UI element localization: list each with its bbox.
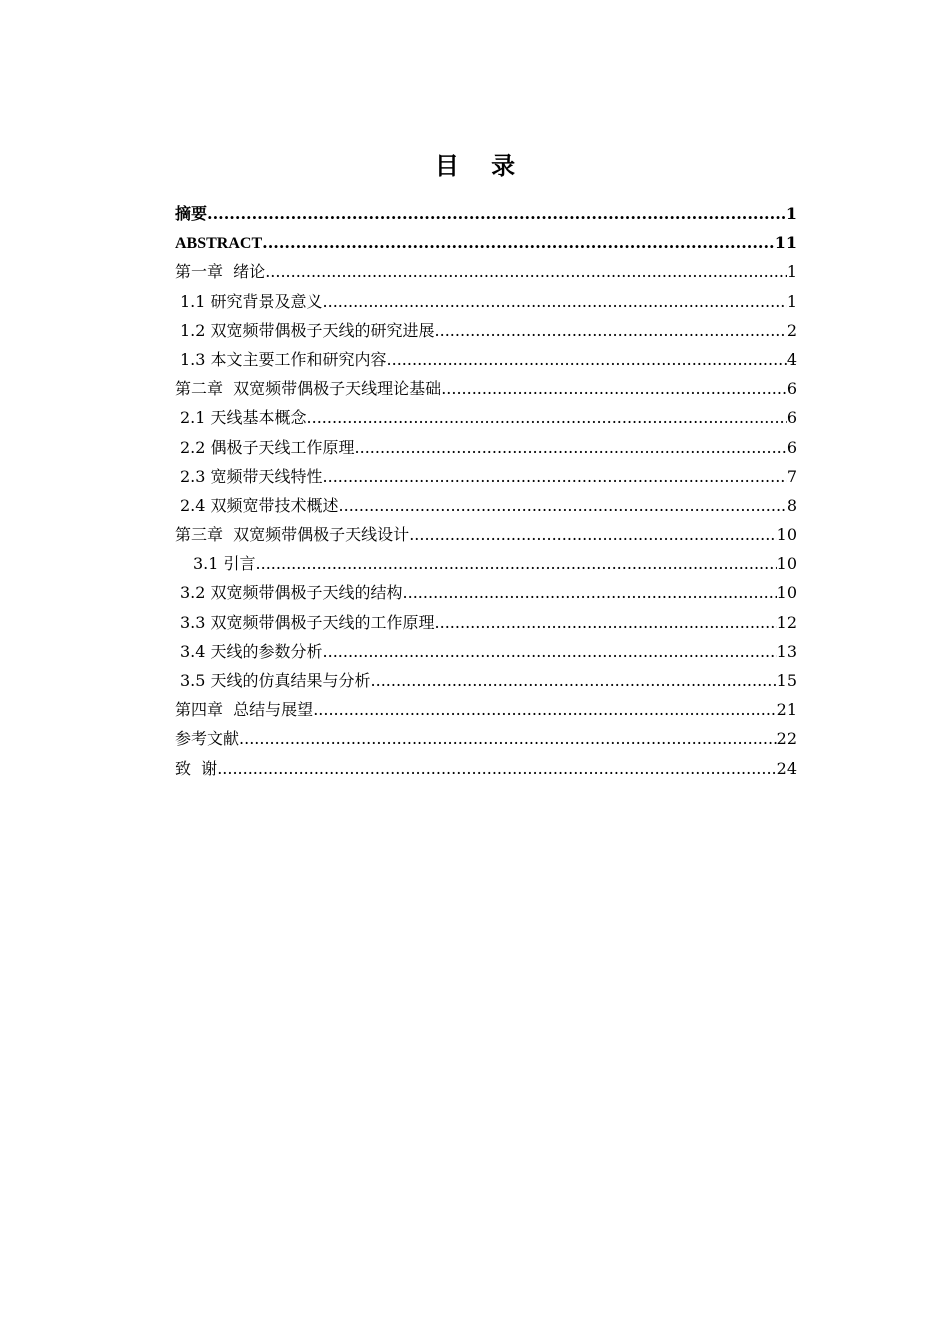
- toc-page-number: 21: [776, 700, 797, 720]
- toc-page-number: 12: [776, 612, 797, 632]
- toc-page-number: 1: [786, 262, 797, 282]
- toc-entry-chapter-4[interactable]: [175, 695, 797, 724]
- toc-page-number: 10: [776, 583, 797, 603]
- toc-entry-abstract-cn[interactable]: [175, 199, 797, 228]
- toc-entry-label: 2.4 双频宽带技术概述: [180, 495, 339, 515]
- toc-page-number: 1: [785, 204, 797, 223]
- toc-entry-label: 3.4 天线的参数分析: [180, 641, 323, 661]
- toc-entry-label: 2.1 天线基本概念: [180, 408, 307, 428]
- toc-entry-label: 摘要: [175, 204, 208, 223]
- toc-page-number: 6: [786, 379, 797, 399]
- toc-page-number: 6: [786, 408, 797, 428]
- toc-entry-section-1-1[interactable]: [175, 287, 797, 316]
- toc-page-number: 1: [786, 291, 797, 311]
- toc-entry-label: 1.3 本文主要工作和研究内容: [180, 349, 387, 369]
- toc-entry-section-2-3[interactable]: [175, 462, 797, 491]
- table-of-contents: [175, 199, 797, 783]
- toc-page-number: 24: [776, 758, 797, 778]
- toc-page-number: 22: [776, 729, 797, 749]
- dot-leader: [256, 549, 777, 578]
- toc-entry-section-3-4[interactable]: [175, 637, 797, 666]
- dot-leader: [313, 695, 776, 724]
- dot-leader: [435, 608, 777, 637]
- dot-leader: [403, 578, 777, 607]
- toc-page-number: 10: [776, 525, 797, 545]
- toc-page-number: 8: [786, 495, 797, 515]
- toc-entry-section-3-1[interactable]: [175, 549, 797, 578]
- toc-entry-section-1-2[interactable]: [175, 316, 797, 345]
- toc-entry-label: 第二章 双宽频带偶极子天线理论基础: [175, 379, 442, 399]
- toc-entry-chapter-1[interactable]: [175, 257, 797, 286]
- toc-page-number: 7: [786, 466, 797, 486]
- toc-entry-section-1-3[interactable]: [175, 345, 797, 374]
- toc-page-number: 15: [776, 671, 797, 690]
- toc-entry-chapter-2[interactable]: [175, 374, 797, 403]
- toc-entry-label: 致 谢: [175, 758, 218, 778]
- toc-entry-label: 参考文献: [175, 729, 240, 749]
- toc-page-number: 10: [776, 554, 797, 574]
- toc-entry-label: 1.2 双宽频带偶极子天线的研究进展: [180, 320, 435, 340]
- dot-leader: [217, 754, 776, 783]
- toc-page-number: 2: [786, 320, 797, 340]
- toc-entry-label: 3.2 双宽频带偶极子天线的结构: [180, 583, 403, 603]
- toc-entry-label: 2.3 宽频带天线特性: [180, 466, 323, 486]
- toc-entry-label: 2.2 偶极子天线工作原理: [180, 437, 355, 457]
- dot-leader: [435, 316, 787, 345]
- toc-entry-label: 第一章 绪论: [175, 262, 266, 282]
- dot-leader: [409, 520, 776, 549]
- toc-entry-section-2-2[interactable]: [175, 433, 797, 462]
- toc-entry-references[interactable]: [175, 724, 797, 753]
- toc-entry-label: 3.3 双宽频带偶极子天线的工作原理: [180, 612, 435, 632]
- dot-leader: [441, 374, 787, 403]
- toc-entry-abstract-en[interactable]: [175, 228, 797, 257]
- dot-leader: [239, 724, 777, 753]
- toc-entry-section-2-4[interactable]: [175, 491, 797, 520]
- dot-leader: [323, 462, 787, 491]
- dot-leader: [307, 403, 787, 432]
- toc-page-number: 11: [774, 233, 797, 253]
- toc-page-number: 13: [776, 641, 797, 661]
- toc-page-number: 6: [786, 437, 797, 457]
- dot-leader: [387, 345, 787, 374]
- toc-entry-section-3-3[interactable]: [175, 608, 797, 637]
- toc-entry-acknowledgements[interactable]: [175, 754, 797, 783]
- toc-entry-label: 第四章 总结与展望: [175, 700, 314, 720]
- toc-entry-chapter-3[interactable]: [175, 520, 797, 549]
- toc-entry-section-2-1[interactable]: [175, 403, 797, 432]
- dot-leader: [323, 637, 777, 666]
- toc-entry-section-3-5[interactable]: [175, 666, 797, 695]
- dot-leader: [265, 257, 787, 286]
- toc-entry-label: 第三章 双宽频带偶极子天线设计: [175, 525, 410, 545]
- toc-entry-label: 1.1 研究背景及意义: [180, 291, 323, 311]
- dot-leader: [355, 433, 787, 462]
- toc-entry-label: 3.5 天线的仿真结果与分析: [180, 671, 371, 690]
- toc-entry-label: ABSTRACT: [175, 235, 263, 253]
- dot-leader: [323, 287, 787, 316]
- toc-title: 目 录: [434, 152, 528, 180]
- toc-page-number: 4: [786, 349, 797, 369]
- toc-entry-label: 3.1 引言: [193, 554, 256, 574]
- toc-entry-section-3-2[interactable]: [175, 578, 797, 607]
- dot-leader: [339, 491, 787, 520]
- dot-leader: [371, 666, 777, 695]
- dot-leader: [262, 228, 775, 257]
- dot-leader: [207, 199, 786, 228]
